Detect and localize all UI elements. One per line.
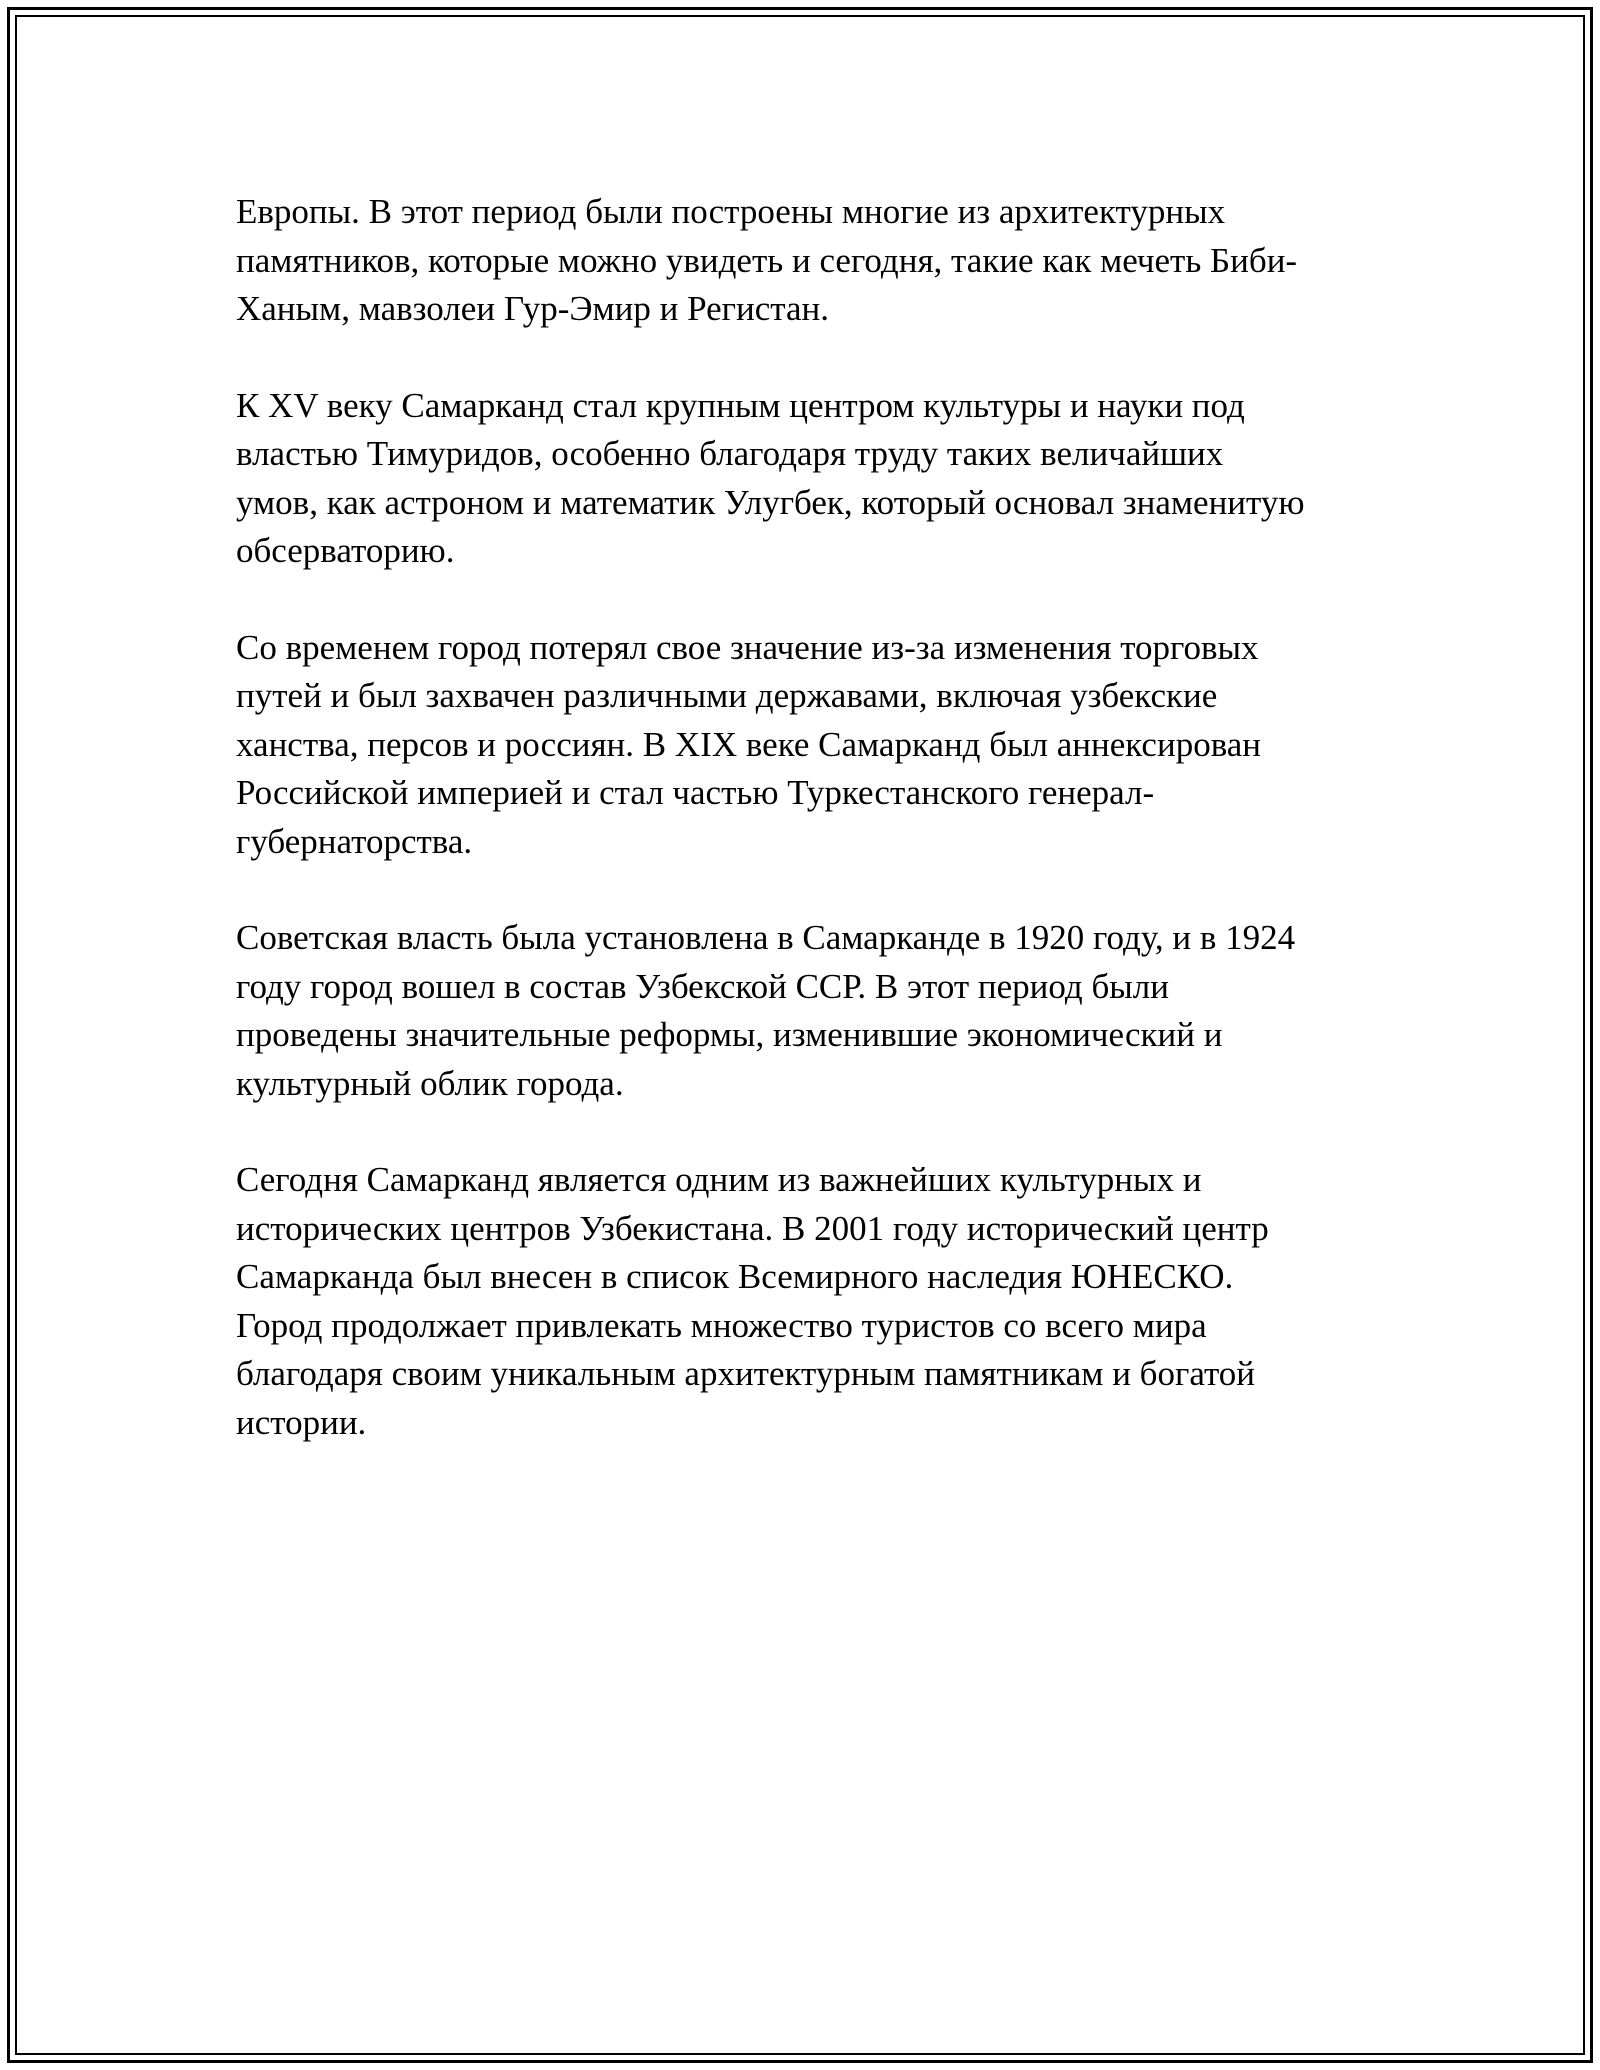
document-body [236, 188, 1396, 1495]
paragraph-4: Советская власть была установлена в Самарканде в 1920 году, и в 1924 году город вошел в состав Узбекской ССР. В этот период были проведены значительные реформы, изменившие экономический и культурный облик города. [236, 918, 1296, 1103]
paragraph-2: К XV веку Самарканд стал крупным центром культуры и науки под властью Тимуридов, особенно благодаря труду таких величайших умов, как астроном и математик Улугбек, который основал знаменитую обсерваторию. [236, 385, 1305, 570]
paragraph-1: Европы. В этот период были построены многие из архитектурных памятников, которые можно увидеть и сегодня, такие как мечеть Биби- Ханым, мавзолеи Гур-Эмир и Регистан. [236, 192, 1298, 328]
paragraph-5: Сегодня Самарканд является одним из важнейших культурных и исторических центров Узбекистана. В 2001 году исторический центр Самарканда был внесен в список Всемирного наследия ЮНЕСКО. Город продолжает привлекать множество туристов со всего мира благодаря своим уникальным архитектурным памятникам и богатой истории. [236, 1160, 1269, 1442]
paragraph-3: Со временем город потерял свое значение из-за изменения торговых путей и был захвачен различными державами, включая узбекские ханства, персов и россиян. В XIX веке Самарканд был аннексирован Российской империей и стал частью Туркестанского генерал- губернаторства. [236, 627, 1262, 861]
